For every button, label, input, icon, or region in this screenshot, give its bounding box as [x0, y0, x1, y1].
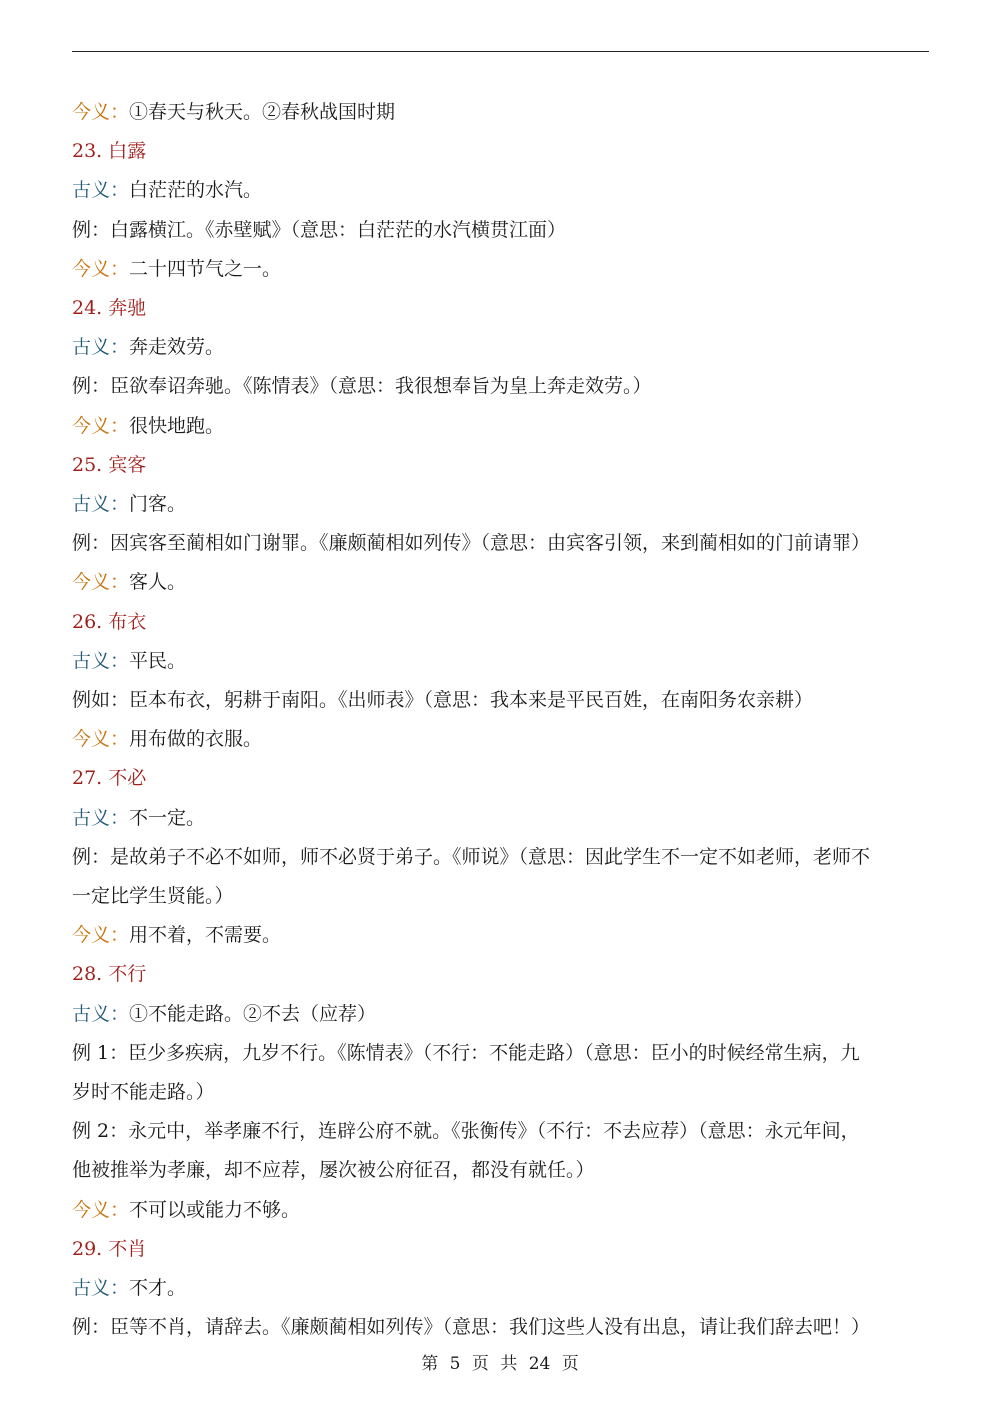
entry-heading — [72, 132, 932, 171]
entry-heading-text: 24. 奔驰 — [72, 297, 147, 320]
example-text: 例：是故弟子不必不如师，师不必贤于弟子。《师说》（意思：因此学生不一定不如老师，老师不 — [72, 845, 871, 868]
ancient-meaning-label: 古义： — [72, 806, 130, 829]
example-text: 例：臣欲奉诏奔驰。《陈情表》（意思：我很想奉旨为皇上奔走效劳。） — [72, 375, 652, 398]
ancient-meaning-line — [72, 799, 932, 838]
meaning-text: 用布做的衣服。 — [129, 728, 263, 751]
modern-meaning-line — [72, 1191, 932, 1230]
entry-heading — [72, 1230, 932, 1269]
entry-heading — [72, 446, 932, 485]
modern-meaning-line — [72, 563, 932, 602]
modern-meaning-label: 今义： — [72, 1198, 130, 1221]
example-text: 他被推举为孝廉，却不应荐，屡次被公府征召，都没有就任。） — [72, 1159, 595, 1182]
modern-meaning-label: 今义： — [72, 571, 130, 594]
ancient-meaning-line — [72, 171, 932, 210]
modern-meaning-label: 今义： — [72, 414, 130, 437]
meaning-text: 很快地跑。 — [129, 414, 225, 437]
example-text: 例：臣等不肖，请辞去。《廉颇蔺相如列传》（意思：我们这些人没有出息，请让我们辞去吧！） — [72, 1316, 871, 1339]
example-line — [72, 211, 932, 250]
meaning-text: 客人。 — [129, 571, 187, 594]
entry-heading-text: 25. 宾客 — [72, 453, 147, 476]
modern-meaning-label: 今义： — [72, 924, 130, 947]
ancient-meaning-label: 古义： — [72, 1002, 130, 1025]
ancient-meaning-line — [72, 642, 932, 681]
ancient-meaning-line — [72, 1269, 932, 1308]
modern-meaning-line — [72, 720, 932, 759]
example-text: 岁时不能走路。） — [72, 1081, 215, 1104]
ancient-meaning-label: 古义： — [72, 1277, 130, 1300]
example-line — [72, 1151, 932, 1190]
example-text: 例如：臣本布衣，躬耕于南阳。《出师表》（意思：我本来是平民百姓，在南阳务农亲耕） — [72, 689, 814, 712]
example-text: 例 2：永元中，举孝廉不行，连辟公府不就。《张衡传》（不行：不去应荐）（意思：永元年间， — [72, 1120, 860, 1143]
meaning-text: 不一定。 — [129, 806, 206, 829]
modern-meaning-line — [72, 916, 932, 955]
example-line — [72, 838, 932, 877]
meaning-text: 不可以或能力不够。 — [129, 1198, 301, 1221]
modern-meaning-line — [72, 250, 932, 289]
ancient-meaning-label: 古义： — [72, 179, 130, 202]
entry-heading — [72, 759, 932, 798]
modern-meaning-label: 今义： — [72, 101, 130, 123]
meaning-text: 平民。 — [129, 649, 187, 672]
modern-meaning-label: 今义： — [72, 728, 130, 751]
ancient-meaning-label: 古义： — [72, 336, 130, 359]
entry-heading-text: 29. 不肖 — [72, 1237, 147, 1260]
example-line — [72, 1034, 932, 1073]
example-line — [72, 681, 932, 720]
page-footer: 第 5 页 共 24 页 — [421, 1354, 579, 1374]
example-text: 例：因宾客至蔺相如门谢罪。《廉颇蔺相如列传》（意思：由宾客引领，来到蔺相如的门前请罪） — [72, 532, 871, 555]
modern-meaning-line — [72, 93, 932, 132]
example-text: 例：白露横江。《赤壁赋》（意思：白茫茫的水汽横贯江面） — [72, 218, 567, 241]
entry-heading — [72, 289, 932, 328]
example-line — [72, 1073, 932, 1112]
example-line — [72, 1112, 932, 1151]
entry-heading-text: 23. 白露 — [72, 140, 147, 163]
entry-heading-text: 28. 不行 — [72, 963, 147, 986]
entry-heading — [72, 955, 932, 994]
entry-heading-text: 27. 不必 — [72, 767, 147, 790]
meaning-text: 不才。 — [129, 1277, 187, 1300]
example-line — [72, 877, 932, 916]
ancient-meaning-label: 古义： — [72, 649, 130, 672]
ancient-meaning-line — [72, 995, 932, 1034]
example-text: 例 1：臣少多疾病，九岁不行。《陈情表》（不行：不能走路）（意思：臣小的时候经常生病，九 — [72, 1041, 860, 1064]
example-line — [72, 367, 932, 406]
meaning-text: 白茫茫的水汽。 — [129, 179, 263, 202]
entry-heading — [72, 603, 932, 642]
meaning-text: 二十四节气之一。 — [129, 257, 282, 280]
meaning-text: ①不能走路。②不去（应荐） — [129, 1002, 377, 1025]
example-line — [72, 524, 932, 563]
modern-meaning-line — [72, 407, 932, 446]
ancient-meaning-line — [72, 485, 932, 524]
entry-heading-text: 26. 布衣 — [72, 610, 147, 633]
modern-meaning-label: 今义： — [72, 257, 130, 280]
ancient-meaning-label: 古义： — [72, 493, 130, 516]
document-body — [72, 93, 932, 1348]
example-text: 一定比学生贤能。） — [72, 885, 234, 908]
header-rule — [72, 51, 929, 52]
meaning-text: 门客。 — [129, 493, 187, 516]
meaning-text: 用不着，不需要。 — [129, 924, 282, 947]
example-line — [72, 1308, 932, 1347]
meaning-text: 奔走效劳。 — [129, 336, 225, 359]
ancient-meaning-line — [72, 328, 932, 367]
meaning-text: ①春天与秋天。②春秋战国时期 — [129, 101, 396, 123]
